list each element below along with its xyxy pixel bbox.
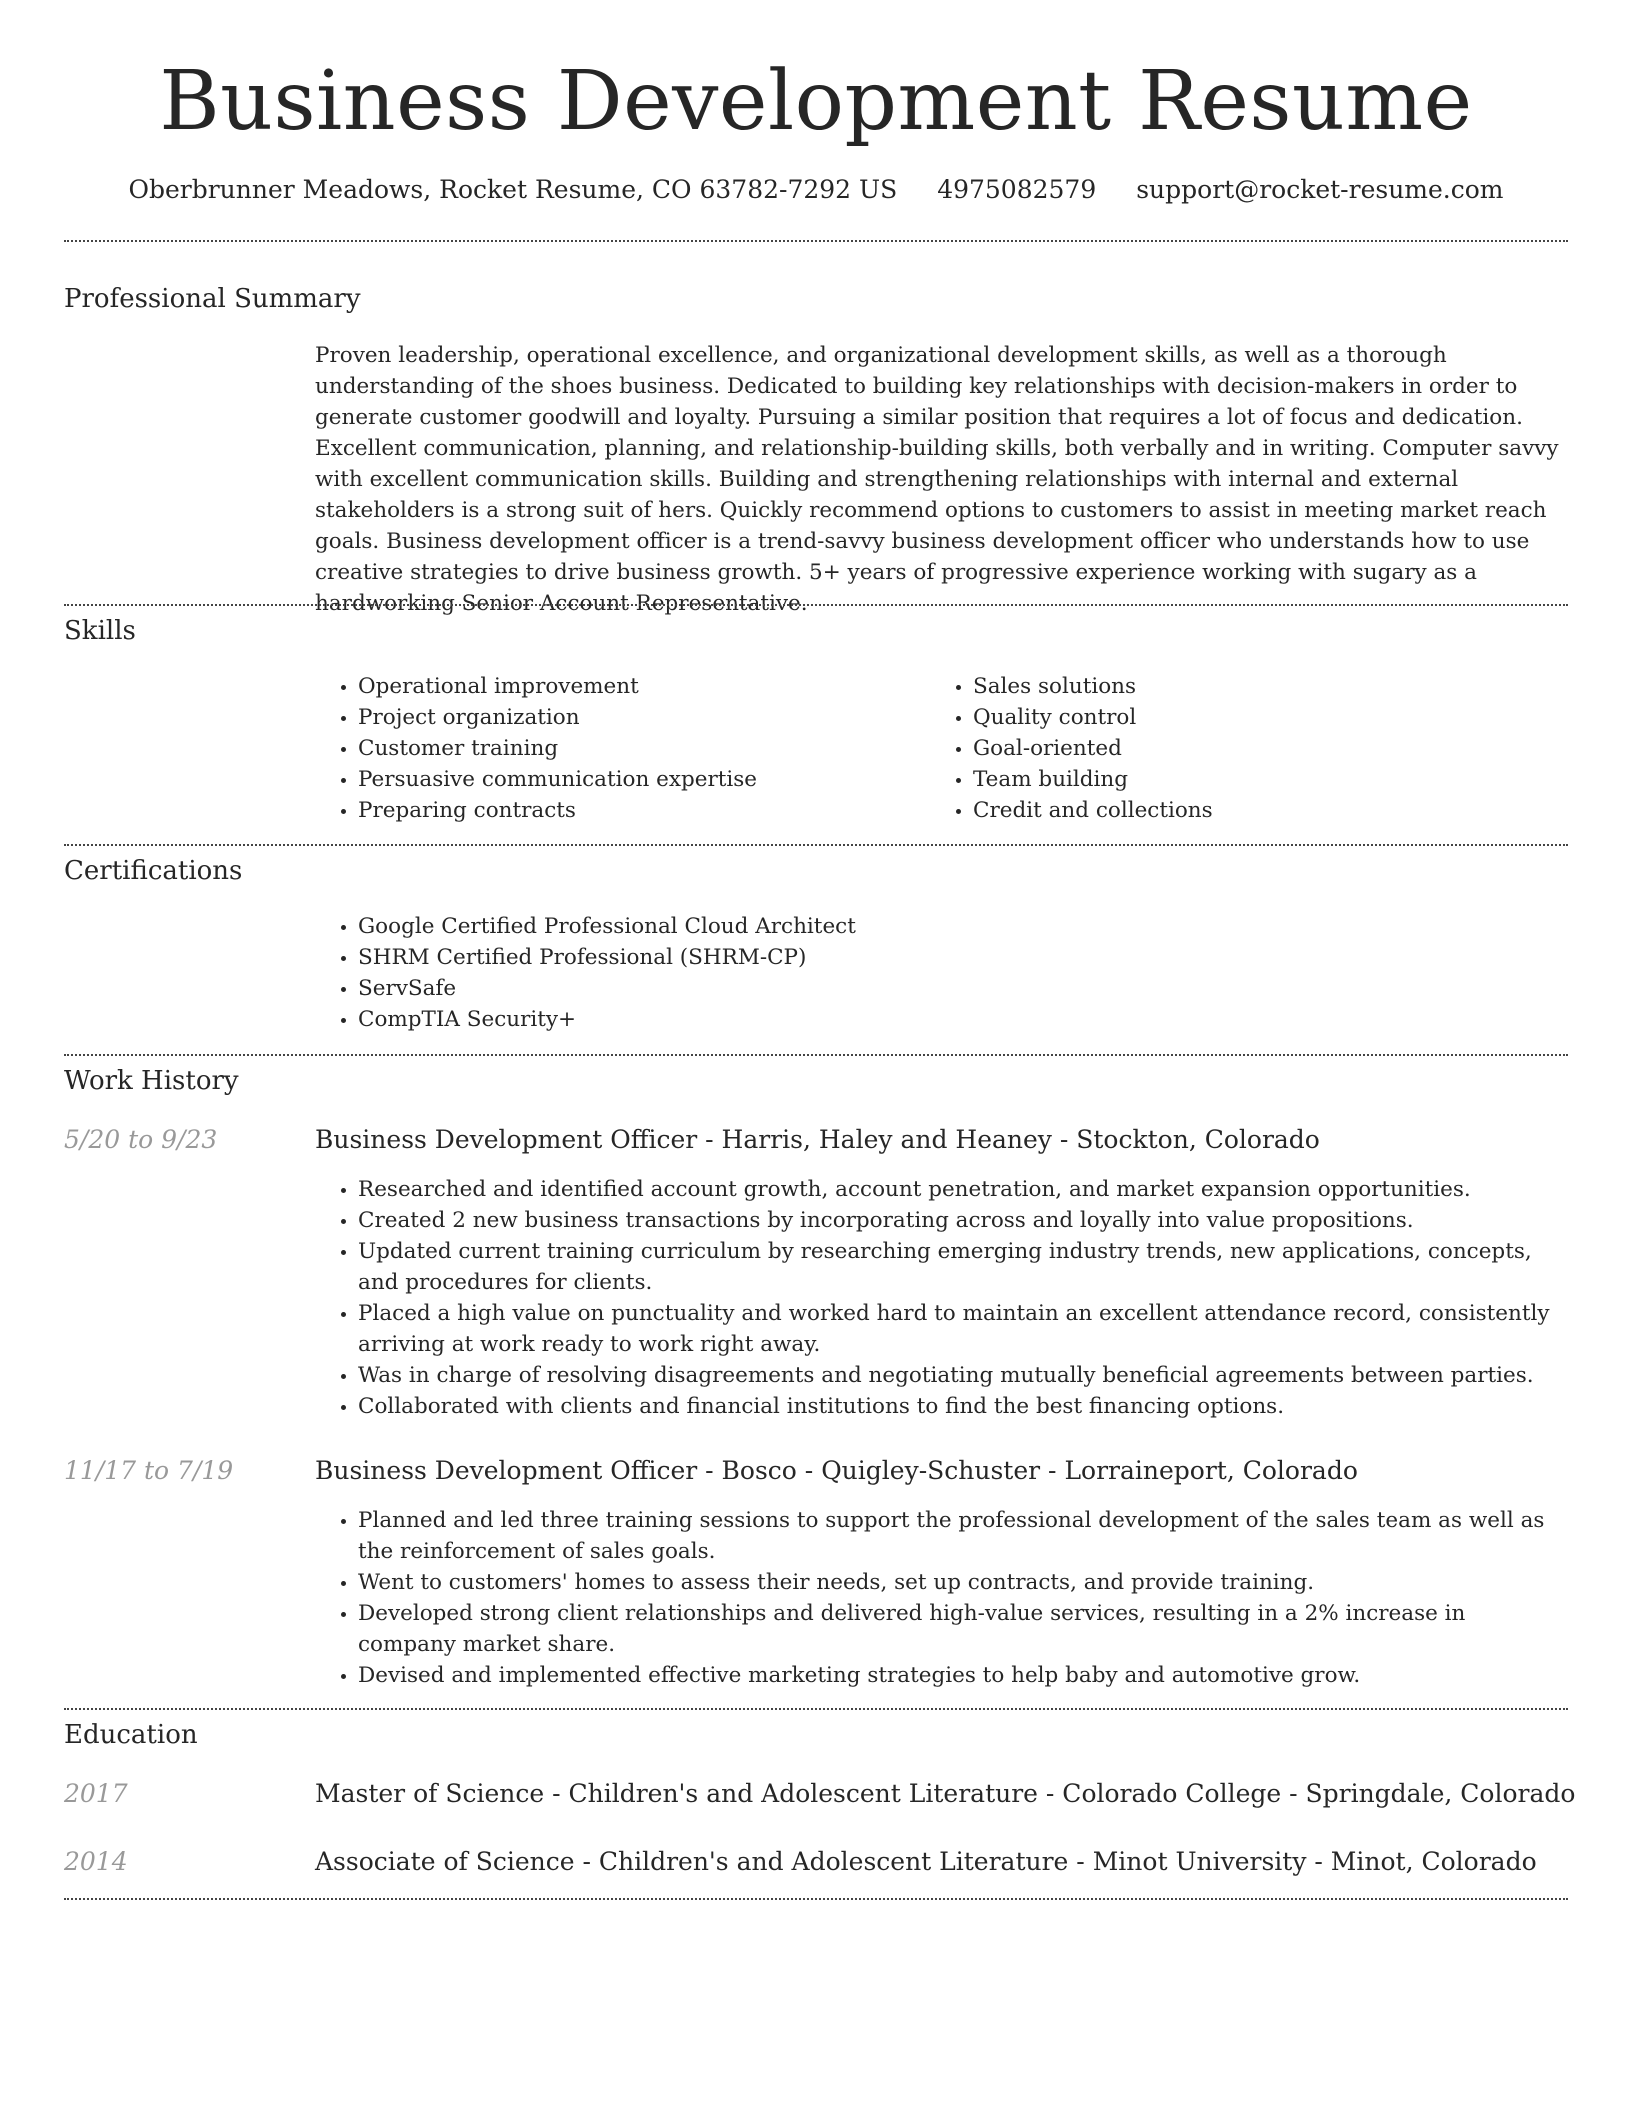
job-dates: 5/20 to 9/23 [64, 1125, 218, 1154]
education-year: 2017 [64, 1779, 128, 1808]
education-year: 2014 [64, 1847, 128, 1876]
section-divider [64, 1898, 1568, 1900]
resume-title: Business Development Resume [159, 54, 1473, 149]
education-heading: Education [64, 1720, 198, 1750]
job-bullet: • Developed strong client relationships and delivered high-value services, resulting in a 2% increase in company market share. [358, 1598, 1568, 1660]
degree-title: Master of Science - Children's and Adolescent Literature [315, 1779, 1038, 1808]
work-history-heading: Work History [64, 1066, 239, 1096]
section-divider [64, 1054, 1568, 1056]
skill-item: • Persuasive communication expertise [358, 764, 915, 795]
job-details: - Bosco - Quigley-Schuster - Lorraineport, Colorado [697, 1456, 1358, 1485]
job-heading [315, 1453, 1568, 1489]
skill-item: • Goal-oriented [973, 733, 1530, 764]
certification-item: • CompTIA Security+ [358, 1004, 1568, 1035]
skills-left-column [315, 671, 915, 826]
section-divider [64, 844, 1568, 846]
skill-item: • Project organization [358, 702, 915, 733]
job-title: Business Development Officer [315, 1456, 698, 1485]
job-bullet: • Planned and led three training sessions to support the professional development of the sales team as well as the reinforcement of sales goals. [358, 1505, 1568, 1567]
address-text: Oberbrunner Meadows, Rocket Resume, CO 63782-7292 US [128, 175, 898, 204]
job-dates: 11/17 to 7/19 [64, 1456, 234, 1485]
skill-item: • Quality control [973, 702, 1530, 733]
certifications-heading: Certifications [64, 856, 243, 886]
job-bullet: • Updated current training curriculum by researching emerging industry trends, new applications, concepts, and procedures for clients. [358, 1236, 1568, 1298]
job-bullets [315, 1505, 1568, 1691]
school-details: - Minot University - Minot, Colorado [1068, 1847, 1537, 1876]
skill-item: • Sales solutions [973, 671, 1530, 702]
section-divider [64, 1708, 1568, 1710]
job-bullet: • Created 2 new business transactions by incorporating across and loyally into value propositions. [358, 1205, 1568, 1236]
skills-right-column [930, 671, 1530, 826]
job-bullets [315, 1174, 1568, 1422]
education-entry [315, 1844, 1568, 1880]
summary-heading: Professional Summary [64, 284, 361, 314]
job-bullet: • Devised and implemented effective marketing strategies to help baby and automotive grow. [358, 1660, 1568, 1691]
job-bullet: • Went to customers' homes to assess their needs, set up contracts, and provide training. [358, 1567, 1568, 1598]
skill-item: • Preparing contracts [358, 795, 915, 826]
skill-item: • Credit and collections [973, 795, 1530, 826]
job-bullet: • Researched and identified account growth, account penetration, and market expansion opportunities. [358, 1174, 1568, 1205]
skill-item: • Team building [973, 764, 1530, 795]
section-divider [64, 604, 1568, 606]
school-details: - Colorado College - Springdale, Colorado [1037, 1779, 1576, 1808]
certification-item: • SHRM Certified Professional (SHRM-CP) [358, 942, 1568, 973]
education-entry [315, 1776, 1576, 1812]
certification-item: • ServSafe [358, 973, 1568, 1004]
degree-title: Associate of Science - Children's and Adolescent Literature [315, 1847, 1069, 1876]
contact-line [0, 170, 1632, 210]
section-divider [64, 240, 1568, 242]
email-text: support@rocket-resume.com [1136, 175, 1504, 204]
job-bullet: • Collaborated with clients and financial institutions to find the best financing options. [358, 1391, 1568, 1422]
skills-heading: Skills [64, 616, 136, 646]
phone-text: 4975082579 [937, 175, 1097, 204]
job-bullet: • Placed a high value on punctuality and worked hard to maintain an excellent attendance record, consistently arriving at work ready to work right away. [358, 1298, 1568, 1360]
certification-item: • Google Certified Professional Cloud Architect [358, 911, 1568, 942]
skill-item: • Operational improvement [358, 671, 915, 702]
job-heading [315, 1122, 1568, 1158]
job-details: - Harris, Haley and Heaney - Stockton, Colorado [697, 1125, 1320, 1154]
skill-item: • Customer training [358, 733, 915, 764]
job-title: Business Development Officer [315, 1125, 698, 1154]
certifications-list [315, 911, 1568, 1035]
job-bullet: • Was in charge of resolving disagreements and negotiating mutually beneficial agreements between parties. [358, 1360, 1568, 1391]
summary-text: Proven leadership, operational excellence, and organizational development skills, as well as a thorough understanding of the shoes business. Dedicated to building key relationships with decision-makers in order to generate customer goodwill and loyalty. Pursuing a similar position that requires a lot of focus and dedication. Excellent communication, planning, and relationship-building skills, both verbally and in writing. Computer savvy with excellent communication skills. Building and strengthening relationships with internal and external stakeholders is a strong suit of hers. Quickly recommend options to customers to assist in meeting market reach goals. Business development officer is a trend-savvy business development officer who understands how to use creative strategies to drive business growth. 5+ years of progressive experience working with sugary as a hardworking Senior Account Representative. [315, 343, 1559, 616]
